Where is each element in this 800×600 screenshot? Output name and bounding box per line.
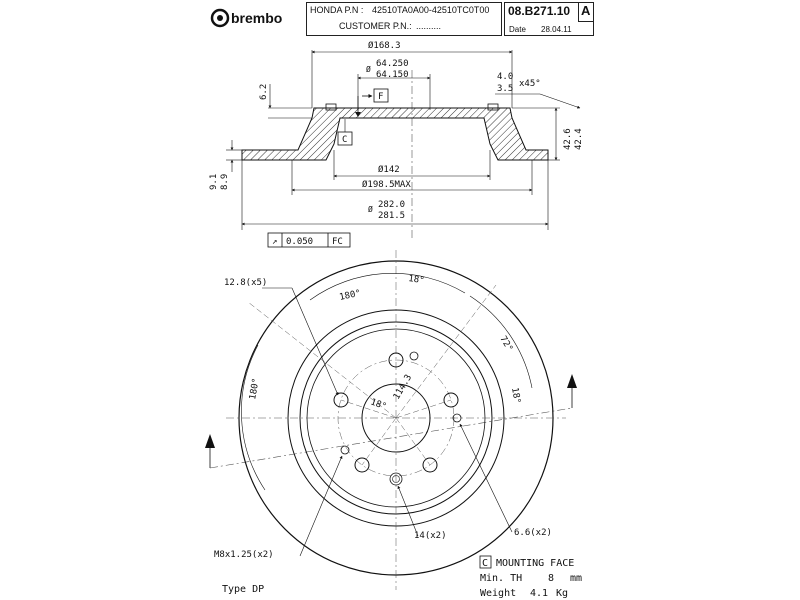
oem-part-value: 42510TA0A00-42510TC0T00 [372,5,490,15]
revision-letter: A [581,3,591,18]
pin-callout: 6.6(x2) [514,528,552,538]
dim-friction-diameter: Ø198.5MAX [362,180,411,190]
customer-part-value: .......... [416,21,442,31]
disc-type: Type DP [222,584,265,595]
runout-symbol: ↗ [272,237,278,247]
min-thickness-label: Min. TH [480,573,523,584]
angle-180-left: 180° [248,377,262,401]
angle-18-top: 18° [407,274,426,287]
small-holes-callout: 14(x2) [414,531,447,541]
angle-72: 72° [497,334,515,354]
date-label: Date [509,25,526,34]
oem-part-label: HONDA P.N : [310,5,364,15]
part-number: 08.B271.10 [508,4,571,18]
brand-name: brembo [231,10,283,26]
runout-reference: FC [332,237,343,247]
dim-overall-height-max: 42.6 [563,128,573,150]
dim-outer-max: 282.0 [378,200,406,210]
angle-180-top: 180° [338,288,362,303]
weight-unit: Kg [556,588,569,599]
dim-chamfer-2: 3.5 [497,84,514,94]
section-arrow-left [205,434,215,448]
notes-block [222,556,582,599]
weight-label: Weight [480,588,517,599]
min-thickness-value: 8 [548,573,555,584]
dim-outer-symbol: Ø [368,205,373,214]
dim-inner-diameter: Ø142 [378,165,400,175]
pcd-value: 114.3 [391,373,415,402]
dim-bore-symbol: Ø [366,65,371,74]
dim-hat-height: 6.2 [259,83,269,100]
weight-value: 4.1 [530,588,549,599]
dim-thickness-min: 8.9 [220,173,230,190]
dim-chamfer-angle: x45° [519,79,541,89]
dim-outer-min: 281.5 [378,211,406,221]
thread-callout: M8x1.25(x2) [214,550,274,560]
angle-18-center: 18° [368,397,388,413]
datum-f-label: F [378,92,384,102]
dim-thickness-max: 9.1 [209,173,219,190]
date-value: 28.04.11 [541,25,572,34]
customer-part-label: CUSTOMER P.N.: [339,21,412,31]
section-arrow-right [567,374,577,388]
min-thickness-unit: mm [570,573,583,584]
datum-c-label: C [342,135,348,145]
angle-18-right: 18° [509,386,522,405]
pin-holes [410,352,461,422]
dim-bore-max: 64.250 [376,59,409,69]
runout-value: 0.050 [286,237,314,247]
disc-cross-section [242,108,548,160]
dim-bore-min: 64.150 [376,70,409,80]
mounting-face-label: MOUNTING FACE [496,558,575,569]
dim-overall-height-min: 42.4 [574,128,584,150]
section-view [209,40,584,247]
mounting-face-ref: C [482,558,489,569]
holes-callout: 12.8(x5) [224,278,268,288]
dim-hat-diameter: Ø168.3 [368,41,401,51]
front-view [205,250,577,590]
dim-chamfer-1: 4.0 [497,72,514,82]
